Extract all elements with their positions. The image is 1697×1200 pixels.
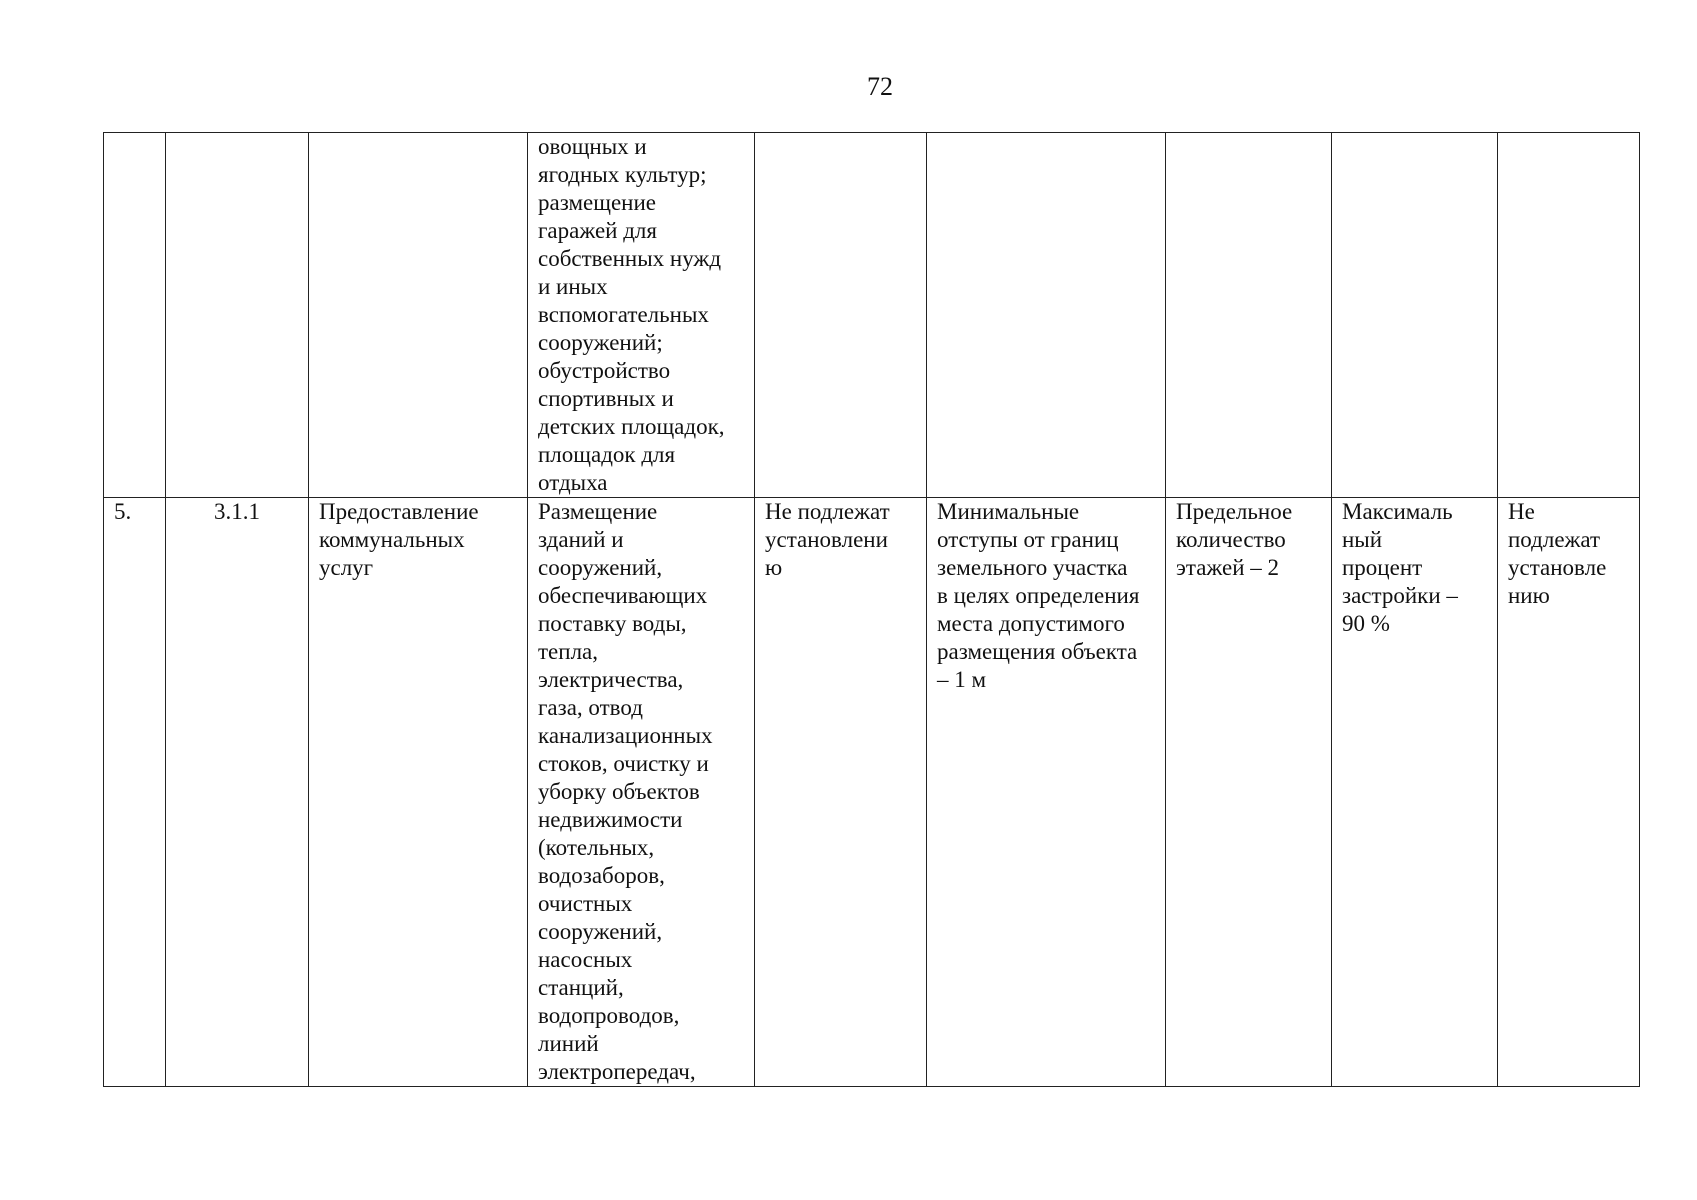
cell-row-number <box>104 133 166 498</box>
table-row-5 <box>104 498 1640 1087</box>
cell-plot-size: Не подлежат установлени ю <box>755 498 927 1087</box>
cell-build-percent <box>1332 133 1498 498</box>
cell-use-code: 3.1.1 <box>166 498 309 1087</box>
cell-use-name: Предоставление коммунальных услуг <box>309 498 528 1087</box>
table-row-continuation <box>104 133 1640 498</box>
cell-build-percent: Максималь ный процент застройки – 90 % <box>1332 498 1498 1087</box>
cell-use-name <box>309 133 528 498</box>
page-number: 72 <box>867 72 893 101</box>
cell-other-params: Не подлежат установле нию <box>1498 498 1640 1087</box>
cell-floors <box>1166 133 1332 498</box>
zoning-regulations-table <box>103 132 1640 1087</box>
cell-use-code <box>166 133 309 498</box>
cell-use-description: овощных и ягодных культур; размещение гаражей для собственных нужд и иных вспомогательных сооружений; обустройство спортивных и детских площадок, площадок для отдыха <box>528 133 755 498</box>
cell-row-number: 5. <box>104 498 166 1087</box>
cell-use-description: Размещение зданий и сооружений, обеспечивающих поставку воды, тепла, электричества, газа, отвод канализационных стоков, очистку и уборку объектов недвижимости (котельных, водозаборов, очистных сооружений, насосных станций, водопроводов, линий электропередач, <box>528 498 755 1087</box>
cell-plot-size <box>755 133 927 498</box>
cell-indents <box>927 133 1166 498</box>
cell-floors: Предельное количество этажей – 2 <box>1166 498 1332 1087</box>
cell-indents: Минимальные отступы от границ земельного участка в целях определения места допустимого размещения объекта – 1 м <box>927 498 1166 1087</box>
cell-other-params <box>1498 133 1640 498</box>
